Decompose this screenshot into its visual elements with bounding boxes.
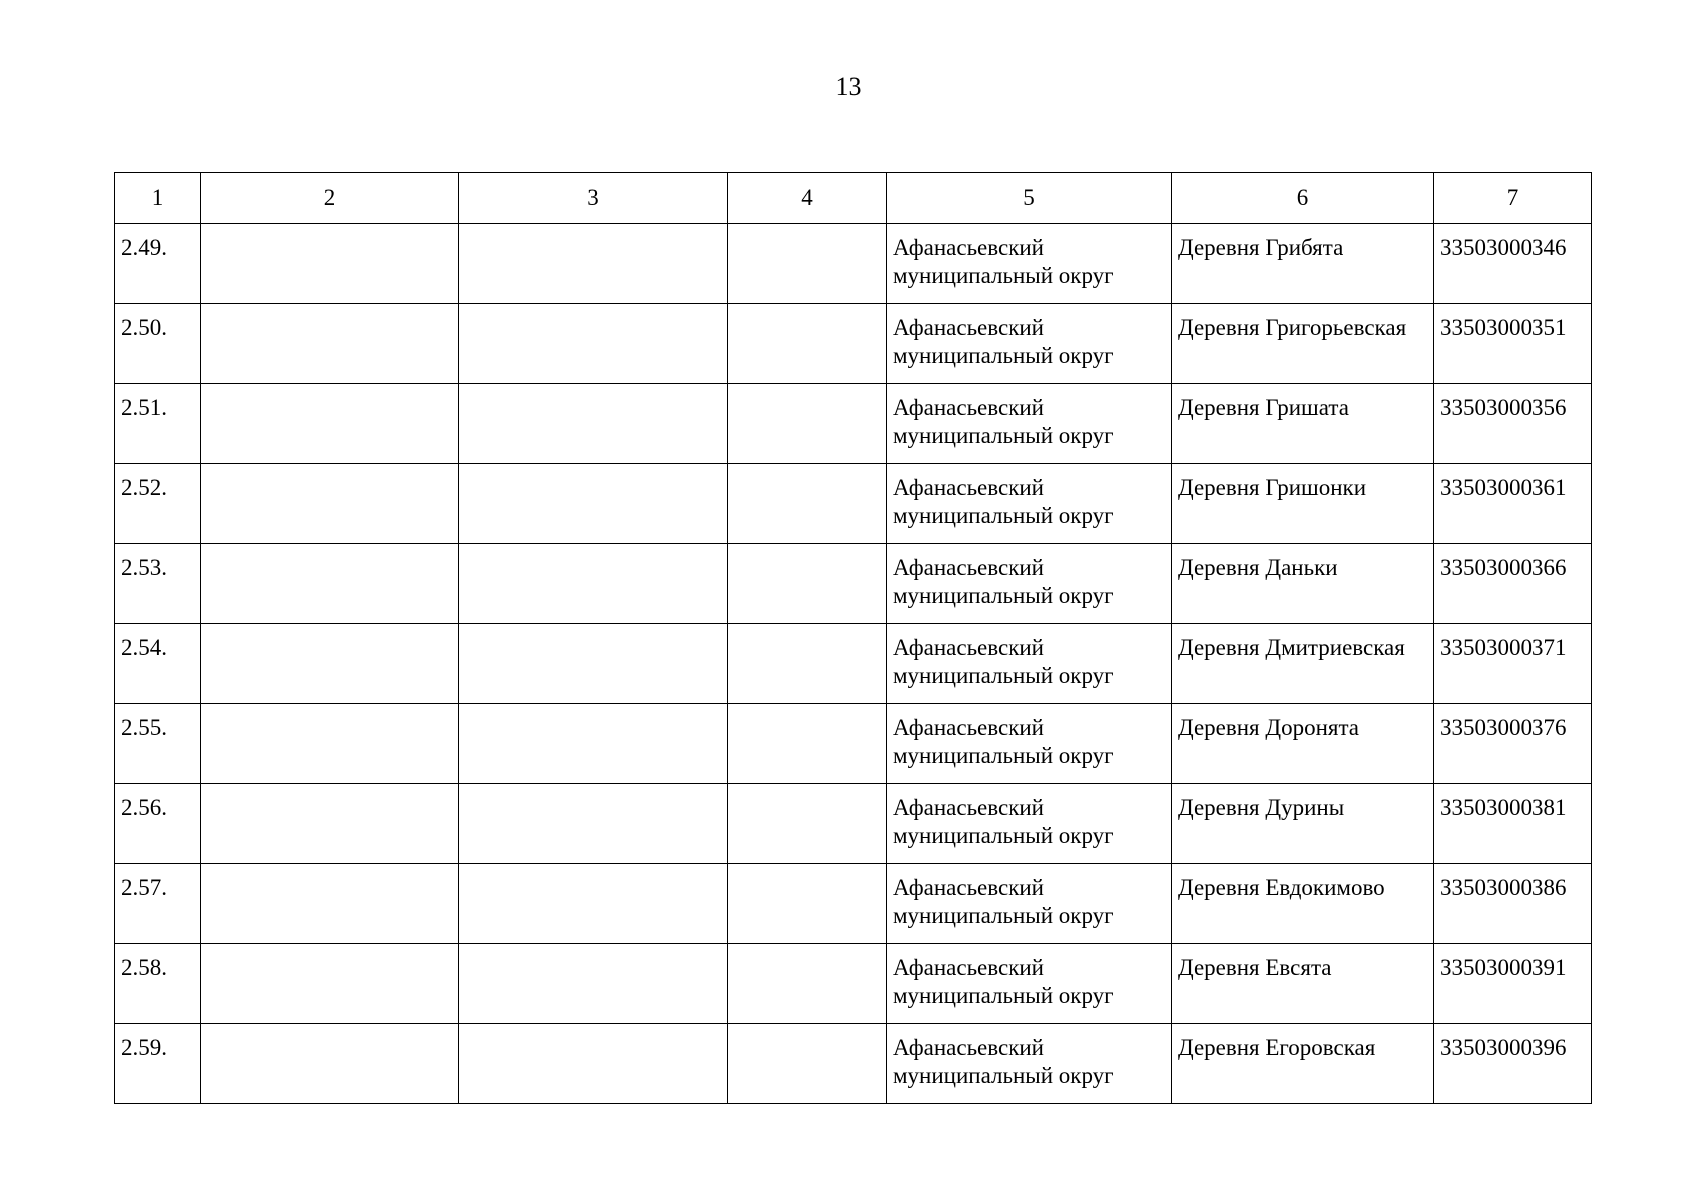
municipal-district-cell — [887, 384, 1172, 464]
column-2-cell — [201, 224, 459, 304]
header-cell: 3 — [459, 173, 728, 224]
column-3-cell-text — [459, 544, 727, 554]
row-number-cell — [115, 864, 201, 944]
column-2-cell — [201, 384, 459, 464]
table-body — [115, 173, 1592, 1104]
column-3-cell-text — [459, 224, 727, 234]
municipal-district-cell — [887, 464, 1172, 544]
table-row — [115, 864, 1592, 944]
column-3-cell-text — [459, 464, 727, 474]
oktmo-code-cell-text: 33503000391 — [1440, 955, 1567, 980]
settlement-name-cell — [1172, 864, 1434, 944]
column-4-cell-text — [728, 304, 886, 314]
header-cell: 2 — [201, 173, 459, 224]
row-number-cell-text: 2.53. — [121, 555, 167, 580]
row-number-cell-text: 2.57. — [121, 875, 167, 900]
municipal-district-cell — [887, 784, 1172, 864]
row-number-cell — [115, 544, 201, 624]
settlement-name-cell — [1172, 704, 1434, 784]
row-number-cell-text: 2.58. — [121, 955, 167, 980]
column-2-cell-text — [201, 944, 458, 954]
column-3-cell-text — [459, 384, 727, 394]
settlement-name-cell-text: Деревня Гришонки — [1178, 475, 1367, 500]
settlement-name-cell-text: Деревня Грибята — [1178, 235, 1344, 260]
column-4-cell — [728, 784, 887, 864]
settlement-name-cell — [1172, 784, 1434, 864]
column-4-cell — [728, 704, 887, 784]
column-2-cell-text — [201, 544, 458, 554]
column-4-cell-text — [728, 1024, 886, 1034]
oktmo-code-cell-text: 33503000371 — [1440, 635, 1567, 660]
municipal-district-cell — [887, 304, 1172, 384]
column-4-cell-text — [728, 544, 886, 554]
column-3-cell-text — [459, 944, 727, 954]
column-2-cell — [201, 1024, 459, 1104]
municipal-district-cell-text: Афанасьевский муниципальный округ — [893, 715, 1114, 768]
oktmo-code-cell-text: 33503000386 — [1440, 875, 1567, 900]
oktmo-code-cell-text: 33503000376 — [1440, 715, 1567, 740]
column-4-cell-text — [728, 864, 886, 874]
oktmo-code-cell — [1434, 224, 1592, 304]
oktmo-code-cell-text: 33503000381 — [1440, 795, 1567, 820]
table-row — [115, 784, 1592, 864]
table-row — [115, 304, 1592, 384]
oktmo-code-cell — [1434, 864, 1592, 944]
column-4-cell-text — [728, 784, 886, 794]
column-3-cell — [459, 624, 728, 704]
column-4-cell — [728, 464, 887, 544]
row-number-cell — [115, 384, 201, 464]
column-3-cell-text — [459, 1024, 727, 1034]
header-cell: 6 — [1172, 173, 1434, 224]
column-4-cell-text — [728, 624, 886, 634]
page-number: 13 — [835, 72, 862, 101]
municipal-district-cell-text: Афанасьевский муниципальный округ — [893, 555, 1114, 608]
settlement-name-cell-text: Деревня Евдокимово — [1178, 875, 1385, 900]
oktmo-code-cell — [1434, 944, 1592, 1024]
column-2-cell-text — [201, 864, 458, 874]
municipal-district-cell-text: Афанасьевский муниципальный округ — [893, 1035, 1114, 1088]
column-3-cell — [459, 464, 728, 544]
header-cell: 7 — [1434, 173, 1592, 224]
column-2-cell — [201, 704, 459, 784]
column-4-cell — [728, 544, 887, 624]
row-number-cell-text: 2.55. — [121, 715, 167, 740]
header-cell: 4 — [728, 173, 887, 224]
column-3-cell — [459, 1024, 728, 1104]
row-number-cell — [115, 944, 201, 1024]
municipal-district-cell-text: Афанасьевский муниципальный округ — [893, 635, 1114, 688]
column-3-cell — [459, 704, 728, 784]
oktmo-code-cell — [1434, 624, 1592, 704]
settlement-name-cell — [1172, 384, 1434, 464]
row-number-cell — [115, 224, 201, 304]
column-4-cell — [728, 1024, 887, 1104]
column-2-cell-text — [201, 784, 458, 794]
column-3-cell-text — [459, 784, 727, 794]
row-number-cell — [115, 704, 201, 784]
settlement-name-cell — [1172, 624, 1434, 704]
row-number-cell — [115, 784, 201, 864]
column-4-cell — [728, 624, 887, 704]
column-4-cell — [728, 864, 887, 944]
settlement-name-cell — [1172, 544, 1434, 624]
municipal-district-cell — [887, 224, 1172, 304]
column-3-cell-text — [459, 624, 727, 634]
municipal-district-cell-text: Афанасьевский муниципальный округ — [893, 795, 1114, 848]
municipal-district-cell — [887, 944, 1172, 1024]
row-number-cell-text: 2.54. — [121, 635, 167, 660]
row-number-cell-text: 2.52. — [121, 475, 167, 500]
settlements-table — [114, 172, 1592, 1104]
settlement-name-cell — [1172, 464, 1434, 544]
oktmo-code-cell — [1434, 784, 1592, 864]
row-number-cell — [115, 624, 201, 704]
row-number-cell — [115, 464, 201, 544]
settlement-name-cell — [1172, 304, 1434, 384]
settlement-name-cell-text: Деревня Даньки — [1178, 555, 1338, 580]
column-3-cell-text — [459, 864, 727, 874]
table-row — [115, 544, 1592, 624]
table-row — [115, 464, 1592, 544]
row-number-cell — [115, 304, 201, 384]
settlement-name-cell — [1172, 1024, 1434, 1104]
oktmo-code-cell — [1434, 384, 1592, 464]
settlement-name-cell — [1172, 224, 1434, 304]
municipal-district-cell-text: Афанасьевский муниципальный округ — [893, 475, 1114, 528]
row-number-cell-text: 2.56. — [121, 795, 167, 820]
header-cell: 5 — [887, 173, 1172, 224]
column-3-cell — [459, 304, 728, 384]
oktmo-code-cell-text: 33503000361 — [1440, 475, 1567, 500]
column-3-cell — [459, 864, 728, 944]
column-3-cell — [459, 544, 728, 624]
oktmo-code-cell — [1434, 464, 1592, 544]
column-2-cell-text — [201, 384, 458, 394]
column-2-cell-text — [201, 704, 458, 714]
column-4-cell — [728, 944, 887, 1024]
row-number-cell-text: 2.59. — [121, 1035, 167, 1060]
column-2-cell — [201, 304, 459, 384]
settlement-name-cell-text: Деревня Евсята — [1178, 955, 1332, 980]
column-4-cell-text — [728, 704, 886, 714]
municipal-district-cell — [887, 704, 1172, 784]
row-number-cell-text: 2.49. — [121, 235, 167, 260]
column-4-cell-text — [728, 944, 886, 954]
column-2-cell-text — [201, 224, 458, 234]
oktmo-code-cell — [1434, 704, 1592, 784]
column-3-cell — [459, 944, 728, 1024]
table-row — [115, 384, 1592, 464]
municipal-district-cell-text: Афанасьевский муниципальный округ — [893, 875, 1114, 928]
table-header-row — [115, 173, 1592, 224]
table-row — [115, 624, 1592, 704]
municipal-district-cell — [887, 864, 1172, 944]
municipal-district-cell — [887, 544, 1172, 624]
column-4-cell-text — [728, 384, 886, 394]
settlement-name-cell-text: Деревня Дмитриевская — [1178, 635, 1405, 660]
settlement-name-cell-text: Деревня Григорьевская — [1178, 315, 1407, 340]
settlement-name-cell-text: Деревня Гришата — [1178, 395, 1349, 420]
settlement-name-cell-text: Деревня Егоровская — [1178, 1035, 1376, 1060]
column-4-cell — [728, 224, 887, 304]
column-3-cell-text — [459, 304, 727, 314]
settlement-name-cell-text: Деревня Доронята — [1178, 715, 1360, 740]
column-2-cell — [201, 864, 459, 944]
oktmo-code-cell-text: 33503000351 — [1440, 315, 1567, 340]
municipal-district-cell-text: Афанасьевский муниципальный округ — [893, 235, 1114, 288]
municipal-district-cell-text: Афанасьевский муниципальный округ — [893, 315, 1114, 368]
oktmo-code-cell-text: 33503000346 — [1440, 235, 1567, 260]
municipal-district-cell — [887, 624, 1172, 704]
column-4-cell-text — [728, 464, 886, 474]
settlement-name-cell-text: Деревня Дурины — [1178, 795, 1345, 820]
column-2-cell-text — [201, 304, 458, 314]
column-3-cell — [459, 784, 728, 864]
column-2-cell — [201, 624, 459, 704]
municipal-district-cell-text: Афанасьевский муниципальный округ — [893, 955, 1114, 1008]
column-2-cell-text — [201, 1024, 458, 1034]
oktmo-code-cell-text: 33503000366 — [1440, 555, 1567, 580]
column-3-cell — [459, 384, 728, 464]
column-2-cell-text — [201, 624, 458, 634]
settlement-name-cell — [1172, 944, 1434, 1024]
column-3-cell-text — [459, 704, 727, 714]
column-4-cell-text — [728, 224, 886, 234]
column-4-cell — [728, 304, 887, 384]
row-number-cell — [115, 1024, 201, 1104]
column-2-cell — [201, 944, 459, 1024]
header-cell: 1 — [115, 173, 201, 224]
row-number-cell-text: 2.51. — [121, 395, 167, 420]
column-3-cell — [459, 224, 728, 304]
oktmo-code-cell — [1434, 1024, 1592, 1104]
table-row — [115, 944, 1592, 1024]
table-row — [115, 704, 1592, 784]
column-2-cell — [201, 544, 459, 624]
row-number-cell-text: 2.50. — [121, 315, 167, 340]
oktmo-code-cell — [1434, 544, 1592, 624]
column-4-cell — [728, 384, 887, 464]
column-2-cell — [201, 464, 459, 544]
oktmo-code-cell-text: 33503000396 — [1440, 1035, 1567, 1060]
table-row — [115, 1024, 1592, 1104]
column-2-cell-text — [201, 464, 458, 474]
municipal-district-cell — [887, 1024, 1172, 1104]
oktmo-code-cell-text: 33503000356 — [1440, 395, 1567, 420]
municipal-district-cell-text: Афанасьевский муниципальный округ — [893, 395, 1114, 448]
table-row — [115, 224, 1592, 304]
column-2-cell — [201, 784, 459, 864]
oktmo-code-cell — [1434, 304, 1592, 384]
